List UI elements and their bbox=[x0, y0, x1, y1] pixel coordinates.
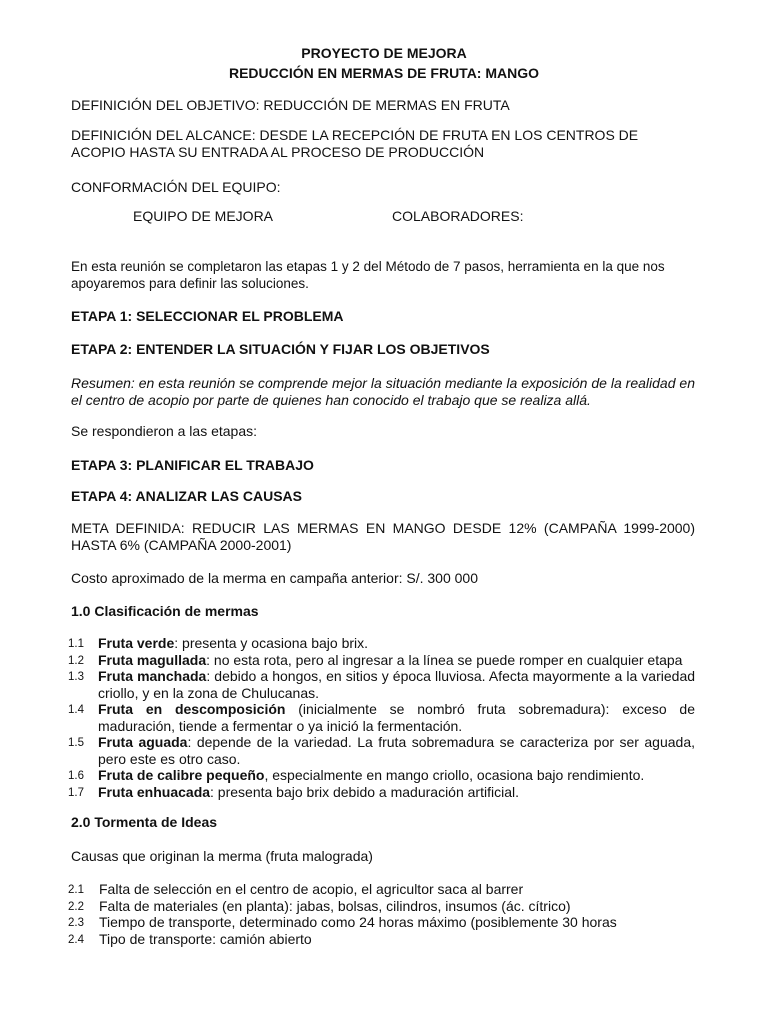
item-number: 1.6 bbox=[68, 770, 84, 782]
intro-paragraph: En esta reunión se completaron las etapas 1 y 2 del Método de 7 pasos, herramienta en la que nos apoyaremos para definir las soluciones. bbox=[71, 259, 665, 291]
item-number: 1.3 bbox=[68, 671, 84, 683]
item-description: : presenta y ocasiona bajo brix. bbox=[174, 635, 369, 651]
item-number: 2.2 bbox=[68, 900, 84, 913]
stage-3-heading: ETAPA 3: PLANIFICAR EL TRABAJO bbox=[71, 457, 314, 473]
item-number: 1.2 bbox=[68, 654, 84, 667]
responded-stages-text: Se respondieron a las etapas: bbox=[71, 423, 258, 439]
stage-1-heading: ETAPA 1: SELECCIONAR EL PROBLEMA bbox=[71, 308, 344, 324]
item-term: Fruta magullada bbox=[98, 651, 207, 668]
item-number: 1.7 bbox=[68, 786, 84, 799]
item-text: Falta de materiales (en planta): jabas, bolsas, cilindros, insumos (ác. cítrico) bbox=[99, 897, 571, 914]
item-term: Fruta en descomposición bbox=[98, 701, 286, 717]
item-description: : depende de la variedad. La fruta sobremadura se caracteriza por ser aguada, pero este es otro caso. bbox=[98, 734, 695, 767]
item-text: Tipo de transporte: camión abierto bbox=[99, 930, 312, 947]
scope-definition: DEFINICIÓN DEL ALCANCE: DESDE LA RECEPCIÓN DE FRUTA EN LOS CENTROS DE ACOPIO HASTA SU ENTRADA AL PROCESO DE PRODUCCIÓN bbox=[71, 127, 639, 160]
summary-paragraph: Resumen: en esta reunión se comprende mejor la situación mediante la exposición de la realidad en el centro de acopio por parte de quienes han conocido el trabajo que se realiza allá. bbox=[71, 375, 695, 408]
item-number: 2.4 bbox=[68, 933, 84, 946]
item-text: Tiempo de transporte, determinado como 24 horas máximo (posiblemente 30 horas bbox=[99, 914, 617, 930]
item-term: Fruta aguada bbox=[98, 734, 188, 750]
brainstorm-heading: 2.0 Tormenta de Ideas bbox=[71, 814, 218, 830]
list-item bbox=[68, 898, 695, 915]
classification-heading: 1.0 Clasificación de mermas bbox=[71, 603, 259, 619]
objective-definition: DEFINICIÓN DEL OBJETIVO: REDUCCIÓN DE MERMAS EN FRUTA bbox=[71, 97, 510, 113]
team-heading: CONFORMACIÓN DEL EQUIPO: bbox=[71, 179, 281, 195]
item-number: 1.5 bbox=[68, 737, 84, 749]
item-description: : presenta bajo brix debido a maduración artificial. bbox=[210, 783, 519, 800]
document-subtitle: REDUCCIÓN EN MERMAS DE FRUTA: MANGO bbox=[228, 65, 540, 81]
item-term: Fruta manchada bbox=[98, 668, 207, 684]
item-term: Fruta verde bbox=[98, 635, 175, 651]
stage-2-heading: ETAPA 2: ENTENDER LA SITUACIÓN Y FIJAR LOS OBJETIVOS bbox=[71, 341, 490, 357]
list-item bbox=[68, 931, 695, 948]
item-description: , especialmente en mango criollo, ocasiona bajo rendimiento. bbox=[264, 767, 645, 783]
item-term: Fruta enhuacada bbox=[98, 783, 211, 800]
classification-list bbox=[68, 635, 695, 800]
item-text: Falta de selección en el centro de acopio, el agricultor saca al barrer bbox=[99, 881, 524, 897]
brainstorm-intro: Causas que originan la merma (fruta malograda) bbox=[71, 848, 373, 864]
causes-list bbox=[68, 881, 695, 947]
item-number: 2.3 bbox=[68, 917, 84, 929]
item-description: (inicialmente se nombró fruta sobremadura): exceso de maduración, tiende a fermentar o ya inició la fermentación. bbox=[98, 701, 695, 734]
goal-definition: META DEFINIDA: REDUCIR LAS MERMAS EN MANGO DESDE 12% (CAMPAÑA 1999-2000) HASTA 6% (CAMPAÑA 2000-2001) bbox=[71, 520, 695, 553]
approximate-cost: Costo aproximado de la merma en campaña anterior: S/. 300 000 bbox=[71, 570, 479, 586]
list-item bbox=[68, 668, 695, 701]
item-number: 1.1 bbox=[68, 638, 84, 650]
list-item bbox=[68, 701, 695, 734]
item-description: : no esta rota, pero al ingresar a la línea se puede romper en cualquier etapa bbox=[206, 651, 683, 668]
list-item bbox=[68, 734, 695, 767]
list-item bbox=[68, 784, 695, 801]
item-description: : debido a hongos, en sitios y época lluviosa. Afecta mayormente a la variedad criollo, y en la zona de Chulucanas. bbox=[98, 668, 696, 701]
document-title: PROYECTO DE MEJORA bbox=[301, 45, 467, 61]
list-item bbox=[68, 635, 695, 652]
stage-4-heading: ETAPA 4: ANALIZAR LAS CAUSAS bbox=[71, 488, 302, 504]
item-number: 1.4 bbox=[68, 704, 84, 716]
list-item bbox=[68, 914, 695, 931]
item-number: 2.1 bbox=[68, 884, 84, 896]
item-term: Fruta de calibre pequeño bbox=[98, 767, 265, 783]
collaborators-label: COLABORADORES: bbox=[392, 208, 524, 224]
improvement-team-label: EQUIPO DE MEJORA bbox=[133, 208, 274, 224]
list-item bbox=[68, 652, 695, 669]
list-item bbox=[68, 767, 695, 784]
list-item bbox=[68, 881, 695, 898]
